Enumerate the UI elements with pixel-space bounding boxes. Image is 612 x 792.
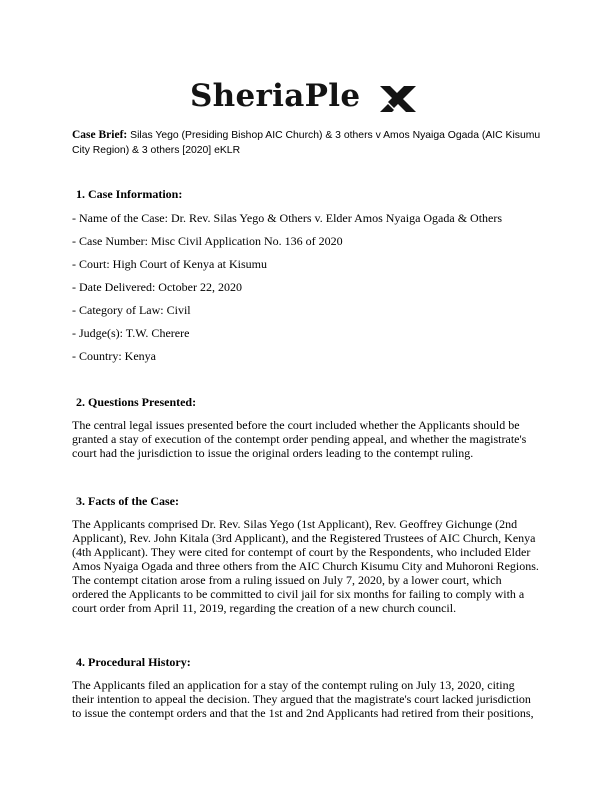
facts-heading: 3. Facts of the Case: (76, 494, 179, 508)
case-info-item: - Category of Law: Civil (72, 303, 191, 317)
paragraph-line: The Applicants filed an application for a stay of the contempt ruling on July 13, 2020, citing (72, 678, 515, 692)
paragraph-line: The contempt citation arose from a ruling issued on July 7, 2020, by a lower court, which (72, 573, 502, 587)
case-info-item: - Date Delivered: October 22, 2020 (72, 280, 242, 294)
paragraph-line: court had the jurisdiction to issue the original orders leading to the contempt ruling. (72, 446, 474, 460)
case-info-item: - Judge(s): T.W. Cherere (72, 326, 190, 340)
paragraph-line: Applicant), Rev. John Kitala (3rd Applicant), and the Registered Trustees of AIC Church, Kenya (72, 531, 536, 545)
paragraph-line: ordered the Applicants to be committed to civil jail for six months for failing to comply with a (72, 587, 525, 601)
paragraph-line: The central legal issues presented before the court included whether the Applicants should be (72, 418, 520, 432)
questions-presented-heading: 2. Questions Presented: (76, 395, 197, 409)
paragraph-line: to issue the contempt orders and that the 1st and 2nd Applicants had retired from their positions, (72, 706, 534, 720)
paragraph-line: granted a stay of execution of the contempt order pending appeal, and whether the magistrate's (72, 432, 527, 446)
facts-paragraph (72, 517, 542, 615)
paragraph-line: (4th Applicant). They were cited for contempt of court by the Respondents, who included Elder (72, 545, 531, 559)
logo-wordmark: SheriaPle (190, 78, 361, 114)
procedural-history-paragraph (72, 678, 542, 720)
case-brief-text: Silas Yego (Presiding Bishop AIC Church) & 3 others v Amos Nyaiga Ogada (AIC Kisumu City Region) & 3 others [2020] eKLR (72, 130, 541, 156)
x-mark-icon (378, 84, 418, 114)
case-info-item: - Court: High Court of Kenya at Kisumu (72, 257, 267, 271)
paragraph-line: court order from April 11, 2019, regarding the creation of a new church council. (72, 601, 457, 615)
procedural-history-heading: 4. Procedural History: (76, 655, 191, 669)
case-info-item: - Case Number: Misc Civil Application No. 136 of 2020 (72, 234, 343, 248)
case-information-heading: 1. Case Information: (76, 187, 183, 201)
case-brief (72, 128, 552, 158)
case-info-item: - Name of the Case: Dr. Rev. Silas Yego & Others v. Elder Amos Nyaiga Ogada & Others (72, 211, 503, 225)
sheriaplex-logo (0, 76, 612, 120)
paragraph-line: their intention to appeal the decision. They argued that the magistrate's court lacked jurisdiction (72, 692, 531, 706)
paragraph-line: The Applicants comprised Dr. Rev. Silas Yego (1st Applicant), Rev. Geoffrey Gichunge (2nd (72, 517, 518, 531)
case-brief-label: Case Brief: (72, 129, 128, 141)
questions-presented-paragraph (72, 418, 542, 460)
paragraph-line: Amos Nyaiga Ogada and three others from the AIC Church Kisumu City and Muhoroni Regions. (72, 559, 539, 573)
case-info-item: - Country: Kenya (72, 349, 156, 363)
